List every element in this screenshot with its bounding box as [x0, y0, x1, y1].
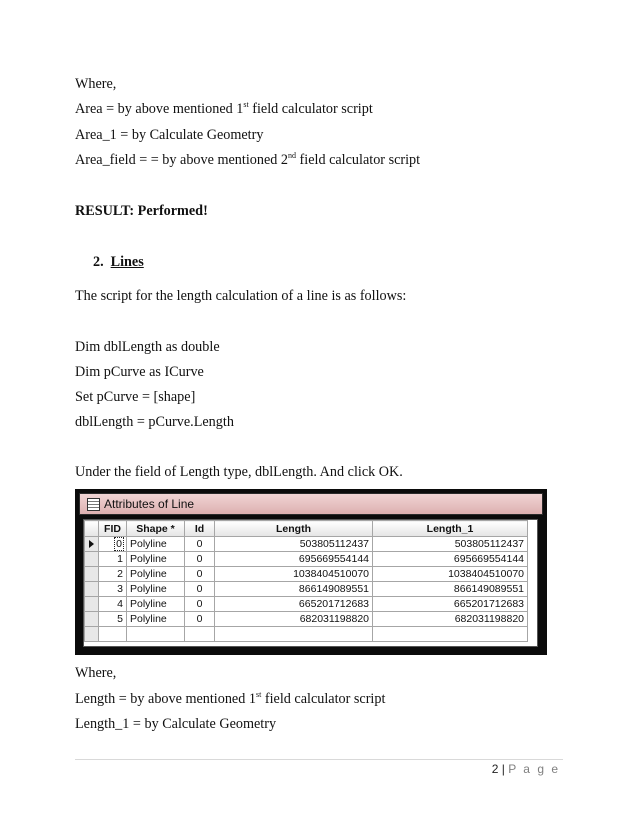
- cell-length-1[interactable]: 682031198820: [373, 612, 528, 627]
- footer-separator: |: [498, 762, 509, 776]
- current-row-arrow-icon: [89, 540, 94, 548]
- cell-length[interactable]: 866149089551: [215, 582, 373, 597]
- cell-empty[interactable]: [215, 627, 373, 642]
- cell-shape[interactable]: Polyline: [127, 612, 185, 627]
- cell-empty[interactable]: [373, 627, 528, 642]
- page-footer: [492, 762, 560, 776]
- script-line: Dim pCurve as ICurve: [75, 364, 204, 380]
- area1-definition: Area_1 = by Calculate Geometry: [75, 127, 264, 143]
- table-row[interactable]: [85, 567, 528, 582]
- attribute-table: [84, 520, 528, 642]
- cell-length[interactable]: 682031198820: [215, 612, 373, 627]
- table-row[interactable]: [85, 537, 528, 552]
- cell-length[interactable]: 1038404510070: [215, 567, 373, 582]
- table-row[interactable]: [85, 582, 528, 597]
- page-label: P a g e: [508, 762, 560, 776]
- footer-divider: [75, 759, 563, 760]
- table-row[interactable]: [85, 612, 528, 627]
- window-title: Attributes of Line: [104, 497, 195, 511]
- where-label-bottom: Where,: [75, 665, 117, 681]
- cell-length-1[interactable]: 1038404510070: [373, 567, 528, 582]
- result-line: RESULT: Performed!: [75, 203, 208, 219]
- page-number: 2: [491, 762, 499, 776]
- cell-length[interactable]: 665201712683: [215, 597, 373, 612]
- section-heading: 2. Lines: [93, 254, 144, 270]
- row-selector[interactable]: [85, 567, 99, 582]
- window-titlebar[interactable]: [79, 493, 543, 515]
- row-selector-header[interactable]: [85, 521, 99, 537]
- column-header-length[interactable]: Length: [215, 521, 373, 537]
- cell-empty[interactable]: [185, 627, 215, 642]
- cell-shape[interactable]: Polyline: [127, 567, 185, 582]
- row-selector[interactable]: [85, 627, 99, 642]
- cell-fid[interactable]: 0: [99, 537, 127, 552]
- cell-fid[interactable]: 1: [99, 552, 127, 567]
- intro-text: The script for the length calculation of a line is as follows:: [75, 288, 407, 304]
- area-definition: Area = by above mentioned 1st field calculator script: [75, 100, 373, 117]
- cell-length[interactable]: 695669554144: [215, 552, 373, 567]
- cell-length[interactable]: 503805112437: [215, 537, 373, 552]
- cell-shape[interactable]: Polyline: [127, 582, 185, 597]
- cell-length-1[interactable]: 866149089551: [373, 582, 528, 597]
- instruction-text: Under the field of Length type, dblLength. And click OK.: [75, 464, 403, 480]
- cell-length-1[interactable]: 695669554144: [373, 552, 528, 567]
- script-line: dblLength = pCurve.Length: [75, 414, 234, 430]
- cell-fid[interactable]: 3: [99, 582, 127, 597]
- cell-length-1[interactable]: 503805112437: [373, 537, 528, 552]
- table-row[interactable]: [85, 597, 528, 612]
- cell-fid[interactable]: 2: [99, 567, 127, 582]
- cell-fid[interactable]: 4: [99, 597, 127, 612]
- row-selector[interactable]: [85, 582, 99, 597]
- table-icon: [87, 498, 100, 511]
- cell-empty[interactable]: [127, 627, 185, 642]
- cell-id[interactable]: 0: [185, 567, 215, 582]
- cell-shape[interactable]: Polyline: [127, 552, 185, 567]
- length-definition: Length = by above mentioned 1st field calculator script: [75, 690, 386, 707]
- script-line: Dim dblLength as double: [75, 339, 220, 355]
- table-row-empty[interactable]: [85, 627, 528, 642]
- column-header-fid[interactable]: FID: [99, 521, 127, 537]
- cell-length-1[interactable]: 665201712683: [373, 597, 528, 612]
- cell-id[interactable]: 0: [185, 582, 215, 597]
- row-selector[interactable]: [85, 552, 99, 567]
- script-line: Set pCurve = [shape]: [75, 389, 196, 405]
- column-header-shape[interactable]: Shape *: [127, 521, 185, 537]
- cell-fid[interactable]: 5: [99, 612, 127, 627]
- length1-definition: Length_1 = by Calculate Geometry: [75, 716, 277, 732]
- areafield-definition: Area_field = = by above mentioned 2nd field calculator script: [75, 151, 421, 168]
- row-selector[interactable]: [85, 537, 99, 552]
- row-selector[interactable]: [85, 597, 99, 612]
- cell-id[interactable]: 0: [185, 537, 215, 552]
- column-header-length-1[interactable]: Length_1: [373, 521, 528, 537]
- cell-empty[interactable]: [99, 627, 127, 642]
- cell-shape[interactable]: Polyline: [127, 537, 185, 552]
- cell-id[interactable]: 0: [185, 597, 215, 612]
- table-header-row: [85, 521, 528, 537]
- column-header-id[interactable]: Id: [185, 521, 215, 537]
- attributes-window: [75, 489, 547, 655]
- cell-id[interactable]: 0: [185, 612, 215, 627]
- cell-shape[interactable]: Polyline: [127, 597, 185, 612]
- attribute-table-container: [83, 519, 538, 647]
- cell-id[interactable]: 0: [185, 552, 215, 567]
- row-selector[interactable]: [85, 612, 99, 627]
- table-row[interactable]: [85, 552, 528, 567]
- where-label-top: Where,: [75, 76, 117, 92]
